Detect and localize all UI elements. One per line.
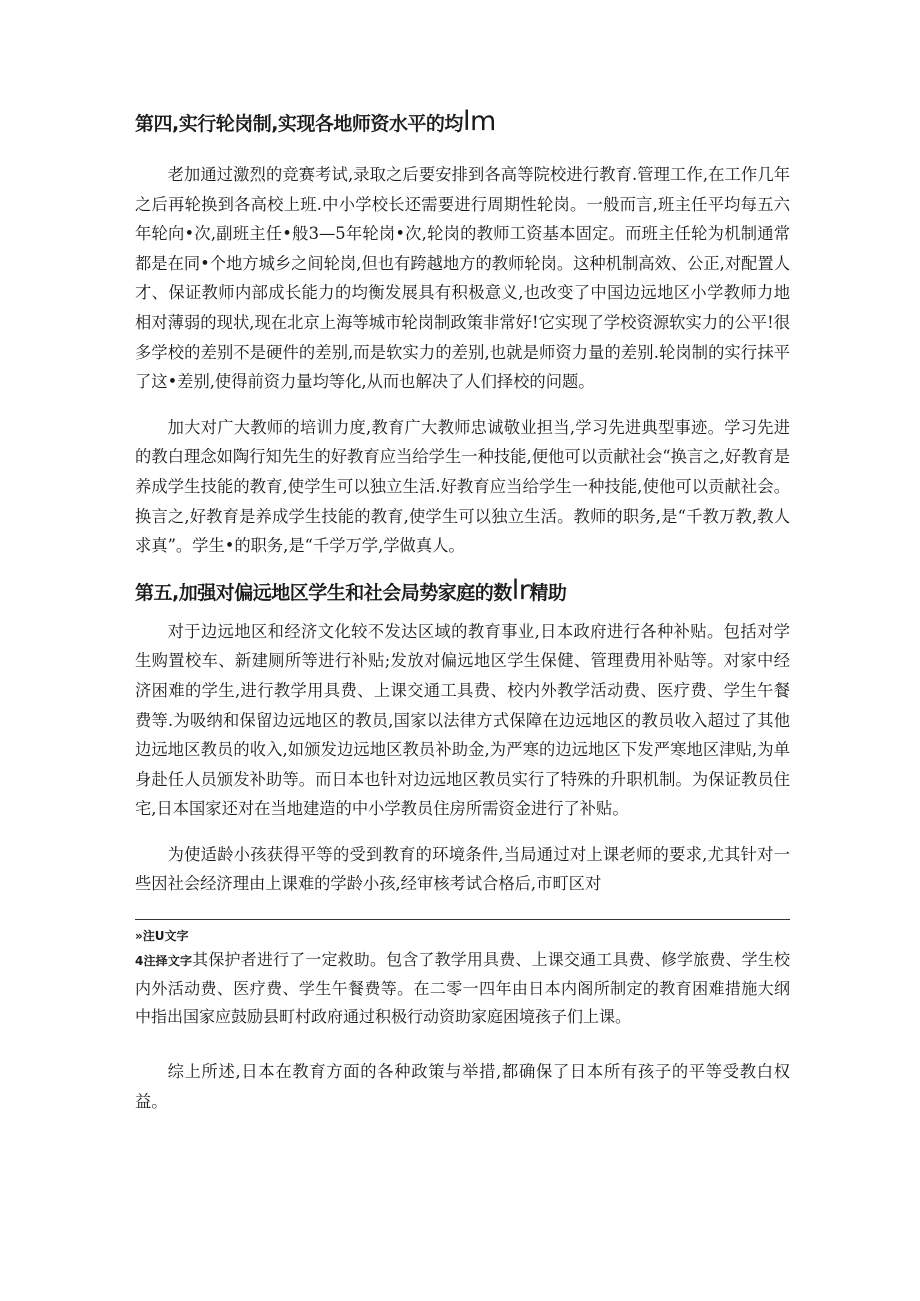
section5-heading bbox=[135, 574, 790, 607]
conclusion-paragraph: 综上所述,日本在教育方面的各种政策与举措,都确保了日本所有孩子的平等受教白权益。 bbox=[135, 1062, 790, 1111]
footnote-label-1: »注U文字 bbox=[135, 929, 189, 944]
section4-paragraph-2: 加大对广大教师的培训力度,教育广大教师忠诚敬业担当,学习先进典型事迹。学习先进的教白理念如陶行知先生的好教育应当给学生一种技能,便他可以贡献社会“换言之,好教育是养成学生技能的教育,使学生可以独立生活.好教育应当给学生一种技能,使他可以贡献社会。换言之,好教育是养成学生技能的教育,使学生可以独立生活。教师的职务,是“千教万教,教人求真”。学生•的职务,是“千学万学,学做真人。 bbox=[135, 417, 790, 556]
section5-heading-end: 精助 bbox=[529, 581, 567, 604]
section4-paragraph-1: 老加通过激烈的竞赛考试,录取之后要安排到各高等院校进行教育.管理工作,在工作几年之后再轮换到各高校上班.中小学校长还需要进行周期性轮岗。一般而言,班主任平均每五六年轮向•次,副班主任•般3—5年轮岗•次,轮岗的教师工资基本固定。而班主任轮为机制通常都是在同•个地方城乡之间轮岗,但也有跨越地方的教师轮岗。这种机制高效、公正,对配置人才、保证教师内部成长能力的均衡发展具有积极意义,也改变了中国边远地区小学教师力地相对薄弱的现状,现在北京上海等城市轮岗制政策非常好!它实现了学校资源软实力的公平!很多学校的差别不是硬件的差别,而是软实力的差别,也就是师资力量的差别.轮岗制的实行抹平了这•差别,使得前资力量均等化,从而也解决了人们择校的问题。 bbox=[135, 165, 790, 392]
section5-heading-tail: lr bbox=[511, 574, 530, 606]
section4-heading bbox=[135, 108, 790, 138]
section5-paragraph-1: 对于边远地区和经济文化较不发达区域的教育事业,日本政府进行各种补贴。包括对学生购置校车、新建厕所等进行补贴;发放对偏远地区学生保健、管理费用补贴等。对家中经济困难的学生,进行教学用具费、上课交通工具费、校内外教学活动费、医疗费、学生午餐费等.为吸纳和保留边远地区的教员,国家以法律方式保障在边远地区的教员收入超过了其他边远地区教员的收入,如颁发边远地区教员补助金,为严寒的边远地区下发严寒地区津贴,为单身赴任人员颁发补助等。而日本也针对边远地区教员实行了特殊的升职机制。为保证教员住宅,日本国家还对在当地建造的中小学教员住房所需资金进行了补贴。 bbox=[135, 621, 790, 819]
document-page bbox=[135, 108, 790, 1132]
footnote-label-2: 4注择文字 bbox=[135, 954, 193, 969]
section4-heading-text: 第四,实行轮岗制,实现各地师资水平的均 bbox=[135, 113, 463, 135]
section4-heading-tail: lm bbox=[462, 106, 496, 137]
footnote-body: 其保护者进行了一定救助。包含了教学用具费、上课交通工具费、修学旅费、学生校内外活动费、医疗费、学生午餐费等。在二零一四年由日本内阁所制定的教育困难措施大纲中指出国家应鼓励县町村政府通过积极行动资助家庭困境孩子们上课。 bbox=[135, 950, 790, 1027]
footnote-text bbox=[135, 946, 790, 1031]
section5-heading-text: 第五,加强对偏远地区学生和社会局势家庭的数 bbox=[135, 581, 512, 604]
section5-paragraph-2: 为使适龄小孩获得平等的受到教育的环境条件,当局通过对上课老师的要求,尤其针对一些因社会经济理由上课难的学龄小孩,经审核考试合格后,市町区对 bbox=[135, 844, 790, 894]
footnote-divider bbox=[135, 919, 790, 920]
